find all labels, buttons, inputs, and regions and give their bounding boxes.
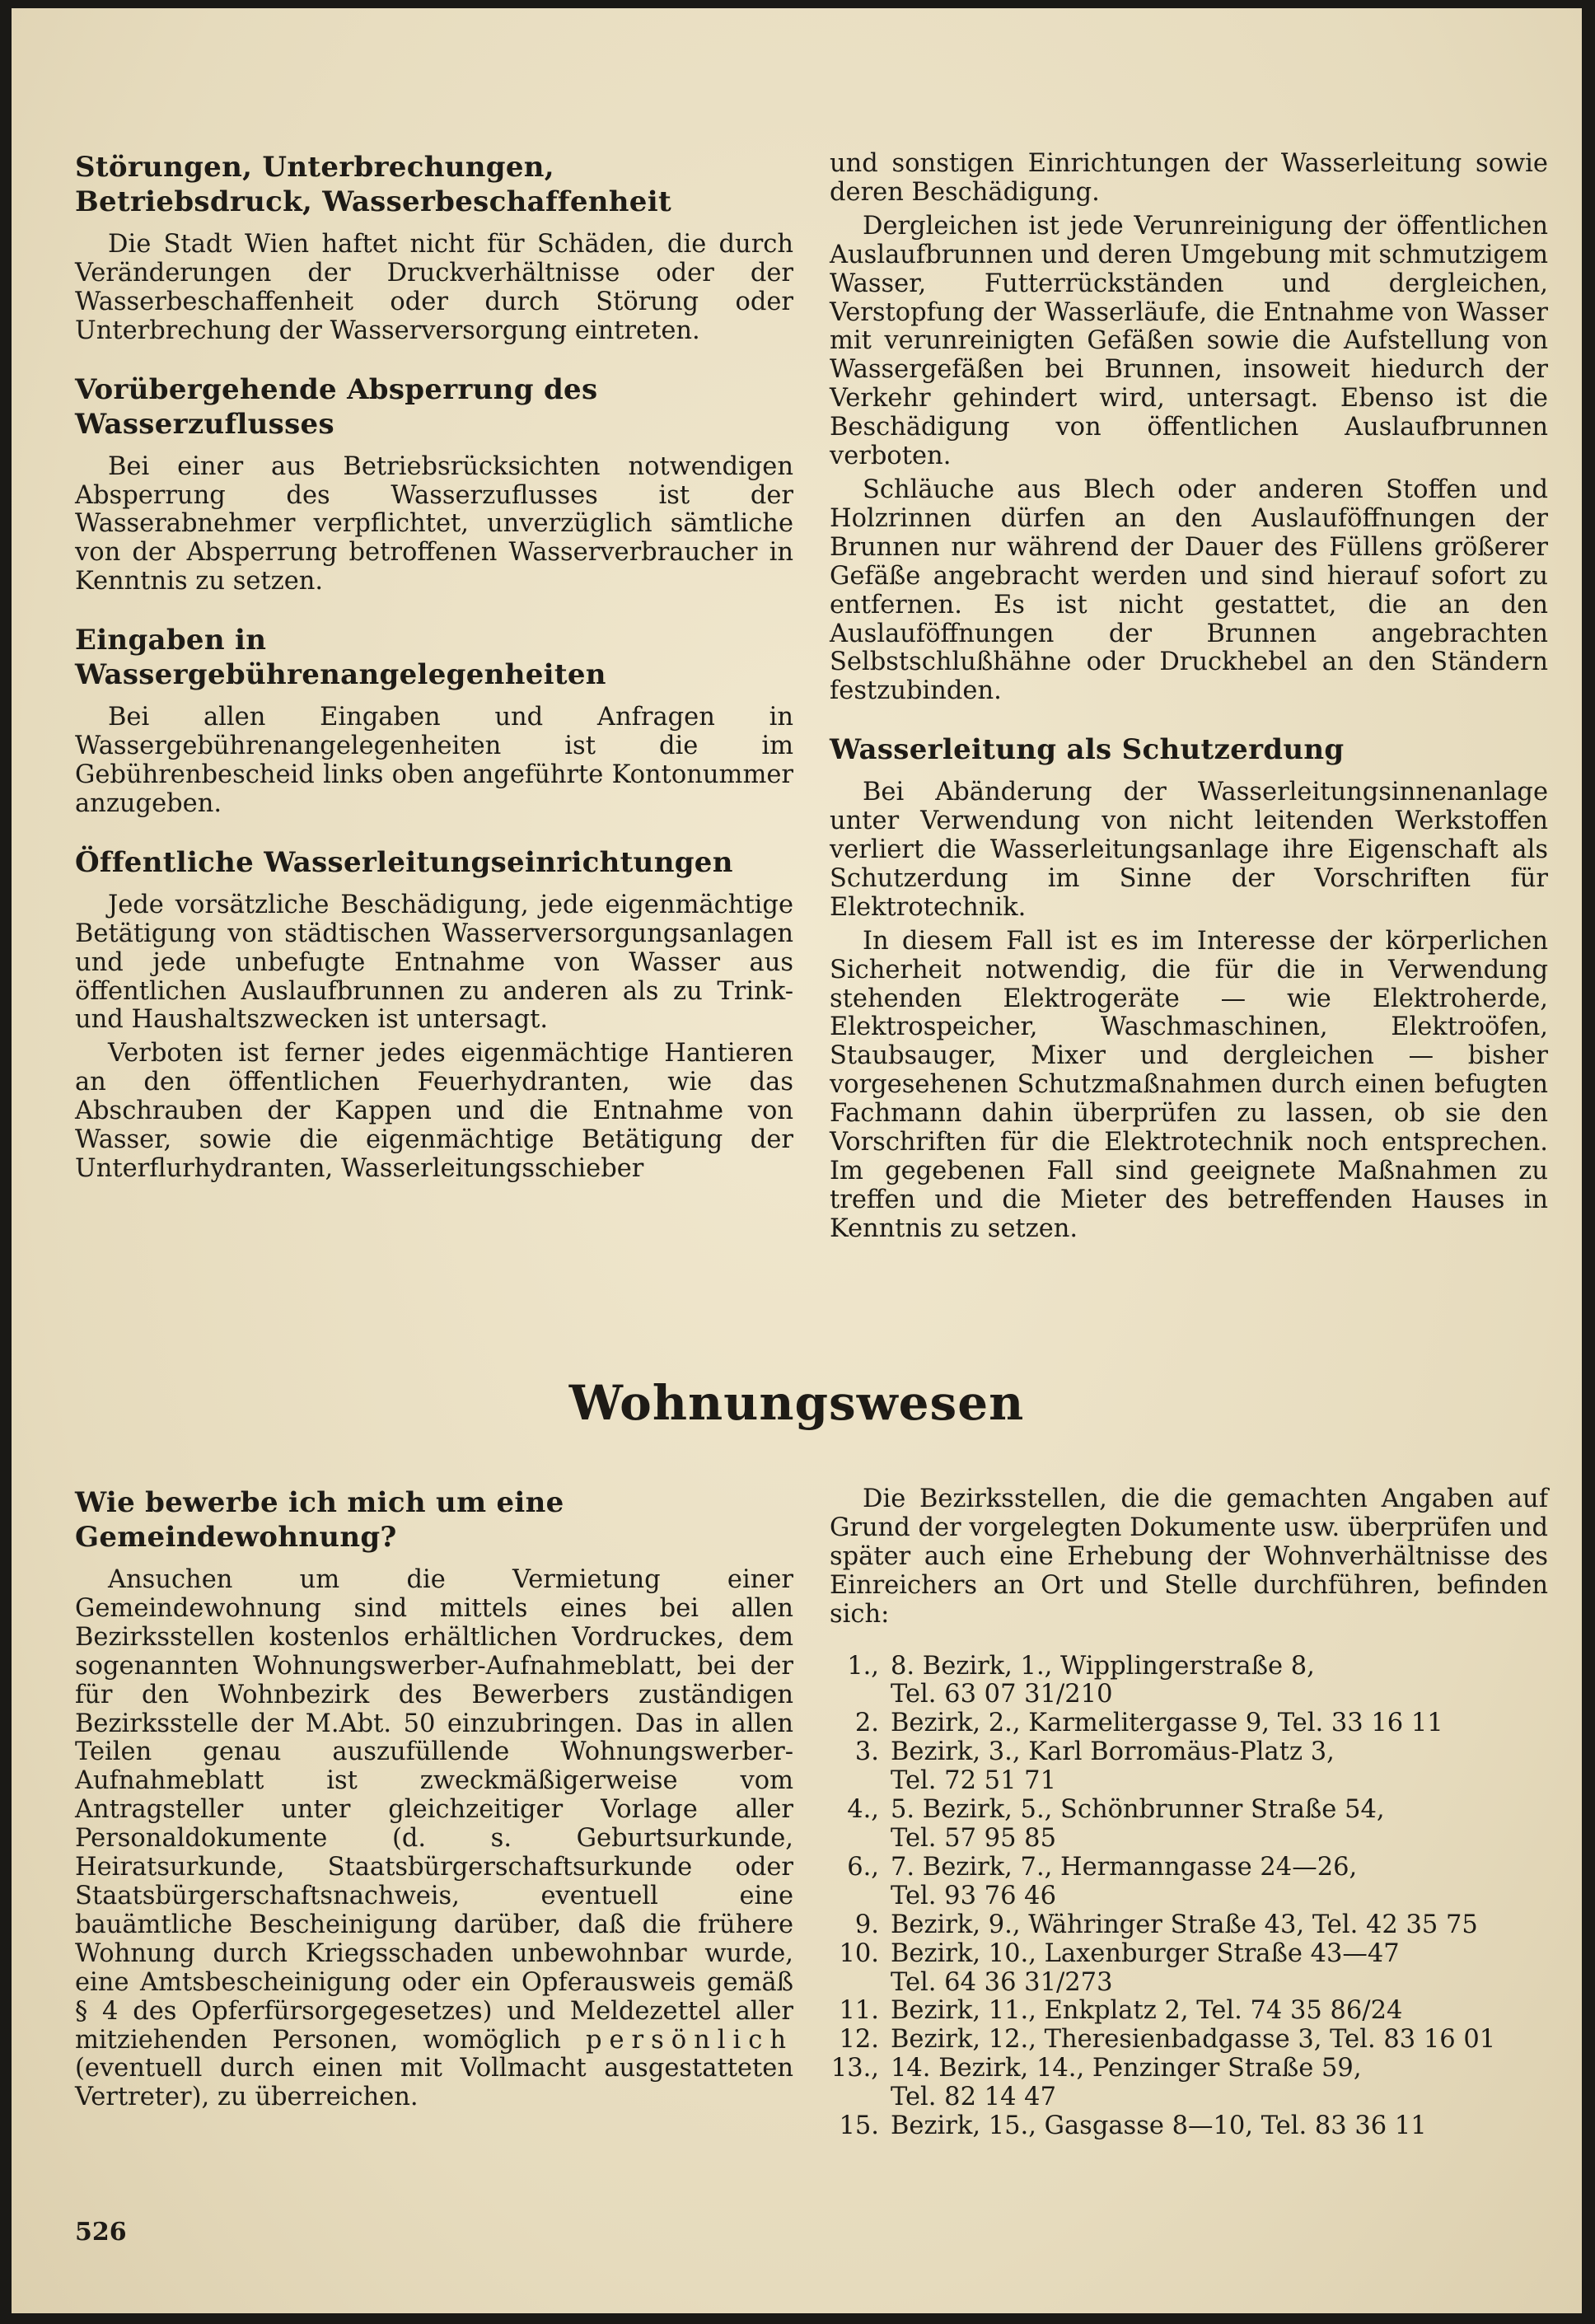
paragraph-bezirksstellen: Die Bezirksstellen, die die gemachten Angaben auf Grund der vorgelegten Dokumente usw. überprüfen und später auch eine Erhebung der Wohnverhältnisse des Einreichers an Ort und Stelle durchführen, befinden sich:	[830, 1485, 1548, 1629]
office-address: 5. Bezirk, 5., Schönbrunner Straße 54,	[891, 1795, 1385, 1825]
water-column-left	[75, 150, 793, 1184]
housing-column-left	[75, 1485, 793, 2112]
list-item	[830, 1911, 1548, 1940]
heading-schutzerdung: Wasserleitung als Schutzerdung	[830, 733, 1345, 767]
ansuchen-emphasis: persönlich	[585, 2025, 794, 2055]
office-address: 8. Bezirk, 1., Wipplingerstraße 8,	[891, 1651, 1315, 1681]
office-text	[891, 1854, 1548, 1911]
office-text	[891, 1997, 1548, 2026]
office-address: Bezirk, 2., Karmelitergasse 9, Tel. 33 16 11	[891, 1709, 1443, 1738]
list-item	[830, 1738, 1548, 1796]
office-text	[891, 1738, 1548, 1796]
office-phone: Tel. 64 36 31/273	[891, 1967, 1113, 1997]
office-phone: Tel. 63 07 31/210	[891, 1680, 1113, 1709]
paragraph-ansuchen	[75, 1566, 793, 2112]
office-number: 3.	[854, 1737, 879, 1767]
heading-stoerungen: Störungen, Unterbrechungen, Betriebsdruck, Wasserbeschaffenheit	[75, 151, 671, 218]
heading-absperrung: Vorübergehende Absperrung des Wasserzuflusses	[75, 372, 598, 441]
paragraph-schutzerdung-2: In diesem Fall ist es im Interesse der körperlichen Sicherheit notwendig, die für die in Verwendung stehenden Elektrogeräte — wie Elektroherde, Elektrospeicher, Waschmaschinen, Elektroöfen, Staubsauger, Mixer und dergleichen — bisher vorgesehenen Schutzmaßnahmen durch einen befugten Fachmann dahin überprüfen zu lassen, ob sie den Vorschriften für die Elektrotechnik noch entsprechen. Im gegebenen Fall sind geeignete Maßnahmen zu treffen und die Mieter des betreffenden Hauses in Kenntnis zu setzen.	[830, 926, 1548, 1243]
page-number: 526	[75, 2218, 127, 2247]
office-address: Bezirk, 3., Karl Borromäus-Platz 3,	[891, 1737, 1335, 1767]
list-item	[830, 2112, 1548, 2141]
office-text	[891, 1940, 1548, 1998]
office-number: 13.,	[830, 2054, 879, 2083]
paragraph-beschaedigung: Jede vorsätzliche Beschädigung, jede eigenmächtige Betätigung von städtischen Wasserversorgungsanlagen und jede unbefugte Entnahme von Wasser aus öffentlichen Auslaufbrunnen zu anderen als zu Trink- und Haushaltszwecken ist untersagt.	[75, 890, 793, 1035]
paragraph-schlaeuche: Schläuche aus Blech oder anderen Stoffen und Holzrinnen dürfen an den Auslauföffnungen der Brunnen nur während der Dauer des Füllens größerer Gefäße angebracht werden und sind hierauf sofort zu entfernen. Es ist nicht gestattet, die an den Auslauföffnungen der Brunnen angebrachten Selbstschlußhähne oder Druckhebel an den Ständern festzubinden.	[830, 475, 1548, 706]
paragraph-hydranten: Verboten ist ferner jedes eigenmächtige Hantieren an den öffentlichen Feuerhydranten, wie das Abschrauben der Kappen und die Entnahme von Wasser, sowie die eigenmächtige Betätigung der Unterflurhydranten, Wasserleitungsschieber	[75, 1039, 793, 1183]
office-address: Bezirk, 9., Währinger Straße 43, Tel. 42 35 75	[891, 1910, 1478, 1939]
ansuchen-text-a: Ansuchen um die Vermietung einer Gemeindewohnung sind mittels eines bei allen Bezirksstellen kostenlos erhältlichen Vordruckes, dem sogenannten Wohnungswerber-Aufnahmeblatt, bei der für den Wohnbezirk des Bewerbers zuständigen Bezirksstelle der M.Abt. 50 einzubringen. Das in allen Teilen genau auszufüllende Wohnungswerber-Aufnahmeblatt ist zweckmäßigerweise vom Antragsteller unter gleichzeitiger Vorlage aller Personaldokumente (d. s. Geburtsurkunde, Heiratsurkunde, Staatsbürgerschaftsurkunde oder Staatsbürgerschaftsnachweis, eventuell eine bauämtliche Bescheinigung darüber, daß die frühere Wohnung durch Kriegsschaden unbewohnbar wurde, eine Amtsbescheinigung oder ein Opferausweis gemäß § 4 des Opferfürsorgegesetzes) und Meldezettel aller mitziehenden Personen, womöglich	[75, 1565, 793, 2055]
office-address: 7. Bezirk, 7., Hermanngasse 24—26,	[891, 1852, 1358, 1882]
office-number: 6.,	[847, 1852, 879, 1882]
document-page	[12, 8, 1582, 2313]
office-number: 12.	[839, 2025, 879, 2055]
section-title-wohnungswesen: Wohnungswesen	[568, 1375, 1025, 1431]
list-item	[830, 2026, 1548, 2055]
list-item	[830, 1940, 1548, 1998]
office-number: 9.	[854, 1910, 879, 1939]
list-item	[830, 1653, 1548, 1710]
office-number: 2.	[854, 1709, 879, 1738]
office-number: 4.,	[847, 1795, 879, 1825]
office-phone: Tel. 57 95 85	[891, 1823, 1056, 1853]
ansuchen-text-b: (eventuell durch einen mit Vollmacht ausgestatteten Vertreter), zu überreichen.	[75, 2054, 793, 2112]
office-address: Bezirk, 11., Enkplatz 2, Tel. 74 35 86/24	[891, 1996, 1403, 2026]
office-text	[891, 2112, 1548, 2141]
water-column-right	[830, 150, 1548, 1244]
office-address: Bezirk, 10., Laxenburger Straße 43—47	[891, 1938, 1400, 1968]
list-item	[830, 1709, 1548, 1738]
paragraph-hydranten-continued: und sonstigen Einrichtungen der Wasserleitung sowie deren Beschädigung.	[830, 149, 1548, 207]
paragraph-schutzerdung-1: Bei Abänderung der Wasserleitungsinnenanlage unter Verwendung von nicht leitenden Werkstoffen verliert die Wasserleitungsanlage ihre Eigenschaft als Schutzerdung im Sinne der Vorschriften für Elektrotechnik.	[830, 778, 1548, 922]
office-number: 11.	[839, 1996, 879, 2026]
list-item	[830, 1796, 1548, 1854]
heading-gemeindewohnung: Wie bewerbe ich mich um eine Gemeindewohnung?	[75, 1486, 564, 1554]
office-number: 10.	[839, 1938, 879, 1968]
office-text	[891, 1796, 1548, 1854]
paragraph-absperrung: Bei einer aus Betriebsrücksichten notwendigen Absperrung des Wasserzuflusses ist der Wasserabnehmer verpflichtet, unverzüglich sämtliche von der Absperrung betroffenen Wasserverbraucher in Kenntnis zu setzen.	[75, 451, 793, 596]
office-text	[891, 2026, 1548, 2055]
paragraph-verunreinigung: Dergleichen ist jede Verunreinigung der öffentlichen Auslaufbrunnen und deren Umgebung mit schmutzigem Wasser, Futterrückständen und dergleichen, Verstopfung der Wasserläufe, die Entnahme von Wasser mit verunreinigten Gefäßen sowie die Aufstellung von Wassergefäßen bei Brunnen, insoweit hiedurch der Verkehr gehindert wird, untersagt. Ebenso ist die Beschädigung von öffentlichen Auslaufbrunnen verboten.	[830, 211, 1548, 471]
office-number: 15.	[839, 2111, 879, 2141]
list-item	[830, 1854, 1548, 1911]
housing-column-right	[830, 1485, 1548, 2141]
heading-eingaben: Eingaben in Wassergebührenangelegenheiten	[75, 624, 606, 692]
heading-oeffentliche-einrichtungen: Öffentliche Wasserleitungseinrichtungen	[75, 845, 733, 879]
office-text	[891, 1911, 1548, 1940]
office-text	[891, 1653, 1548, 1710]
office-address: Bezirk, 15., Gasgasse 8—10, Tel. 83 36 11	[891, 2111, 1427, 2141]
paragraph-stoerungen: Die Stadt Wien haftet nicht für Schäden, die durch Veränderungen der Druckverhältnisse oder der Wasserbeschaffenheit oder durch Störung oder Unterbrechung der Wasserversorgung eintreten.	[75, 230, 793, 345]
office-phone: Tel. 93 76 46	[891, 1881, 1056, 1910]
paragraph-eingaben: Bei allen Eingaben und Anfragen in Wassergebührenangelegenheiten ist die im Gebührenbescheid links oben angeführte Kontonummer anzugeben.	[75, 703, 793, 818]
list-item	[830, 2055, 1548, 2112]
office-number: 1.,	[847, 1651, 879, 1681]
office-phone: Tel. 72 51 71	[891, 1766, 1056, 1796]
office-phone: Tel. 82 14 47	[891, 2083, 1056, 2112]
office-text	[891, 1709, 1548, 1738]
office-address: Bezirk, 12., Theresienbadgasse 3, Tel. 83 16 01	[891, 2025, 1496, 2055]
office-text	[891, 2055, 1548, 2112]
list-item	[830, 1997, 1548, 2026]
district-office-list	[830, 1653, 1548, 2141]
office-address: 14. Bezirk, 14., Penzinger Straße 59,	[891, 2054, 1362, 2083]
